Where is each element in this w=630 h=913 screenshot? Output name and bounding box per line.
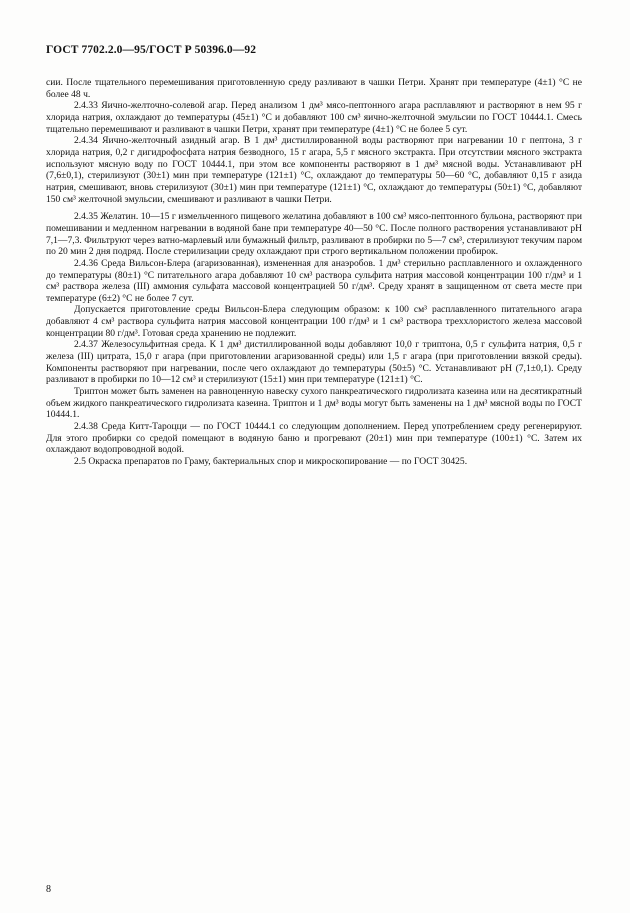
paragraph-2-4-36: 2.4.36 Среда Вильсон-Блера (агаризованная), измененная для анаэробов. 1 дм³ стерильно расплавленного и охлажденного до температуры (80±1) °С питательного агара добавляют 10 см³ раствора сульфита натрия массовой концентрации 100 г/дм³ и 1 см³ раствора железа (III) аммония сульфата массовой концентрацией 50 г/дм³. Среду хранят в защищенном от света месте при температуре (6±2) °С не более 7 сут.	[46, 257, 582, 304]
paragraph-tryptone-note: Триптон может быть заменен на равноценную навеску сухого панкреатического гидролизата казеина или на десятикратный объем жидкого панкреатического гидролизата казеина. Триптон и 1 дм³ воды могут быть заменены на 1 дм³ мясной воды по ГОСТ 10444.1.	[46, 386, 582, 421]
paragraph-2-4-33: 2.4.33 Яично-желточно-солевой агар. Перед анализом 1 дм³ мясо-пептонного агара расплавляют и растворяют в нем 95 г хлорида натрия, охлаждают до температуры (45±1) °С и добавляют 100 см³ яично-желточной эмульсии по ГОСТ 10444.1. Смесь тщательно перемешивают и разливают в чашки Петри, хранят при температуре (4±1) °С не более 5 сут.	[46, 100, 582, 135]
document-body	[46, 77, 582, 468]
paragraph-2-4-34: 2.4.34 Яично-желточный азидный агар. В 1 дм³ дистиллированной воды растворяют при нагревании 10 г пептона, 3 г хлорида натрия, 0,2 г дигидрофосфата натрия безводного, 15 г агара, 5,5 г мясного экстракта. При отсутствии мясного экстракта используют мясную воду по ГОСТ 10444.1, при этом все компоненты растворяют в 1 дм³ мясной воды. Устанавливают рН (7,6±0,1), стерилизуют (30±1) мин при температуре (121±1) °С, охлаждают до температуры 50—60 °С, добавляют 0,15 г азида натрия, смешивают, вновь стерилизуют (30±1) мин при температуре (121±1) °С, охлаждают до температуры (50±1) °С, добавляют 150 см³ желточной эмульсии, смешивают и разливают в чашки Петри.	[46, 135, 582, 205]
page-number: 8	[46, 884, 51, 895]
paragraph-2-4-37: 2.4.37 Железосульфитная среда. К 1 дм³ дистиллированной воды добавляют 10,0 г триптона, 0,5 г сульфита натрия, 0,5 г железа (III) цитрата, 15,0 г агара (при приготовлении агаризованной среды) или 1,5 г агара (при приготовлении вязкой среды). Компоненты растворяют при нагревании, после чего охлаждают до температуры (50±5) °С. Устанавливают рН (7,1±0,1). Среду разливают в пробирки по 10—12 см³ и стерилизуют (15±1) мин при температуре (121±1) °С.	[46, 339, 582, 386]
paragraph-continuation: сии. После тщательного перемешивания приготовленную среду разливают в чашки Петри. Хранят при температуре (4±1) °С не более 48 ч.	[46, 77, 582, 100]
paragraph-wilson-blair-alt: Допускается приготовление среды Вильсон-Блера следующим образом: к 100 см³ расплавленного питательного агара добавляют 4 см³ раствора сульфита натрия массовой концентрации 100 г/дм³ и 1 см³ раствора треххлористого железа массовой концентрации 80 г/дм³. Готовая среда хранению не подлежит.	[46, 304, 582, 339]
paragraph-2-4-35: 2.4.35 Желатин. 10—15 г измельченного пищевого желатина добавляют в 100 см³ мясо-пептонного бульона, растворяют при помешивании и медленном нагревании в водяной бане при температуре 40—50 °С. После полного растворения устанавливают рН 7,1—7,3. Фильтруют через ватно-марлевый или бумажный фильтр, разливают в пробирки по 5—7 см³, стерилизуют текучим паром по 20 мин 2 дня подряд. После стерилизации среду охлаждают при строго вертикальном положении пробирок.	[46, 211, 582, 258]
paragraph-2-4-38: 2.4.38 Среда Китт-Тароцци — по ГОСТ 10444.1 со следующим дополнением. Перед употреблением среду регенерируют. Для этого пробирки со средой помещают в водяную баню и прогревают (20±1) мин при температуре (100±1) °С. Затем их охлаждают водопроводной водой.	[46, 421, 582, 456]
paragraph-2-5: 2.5 Окраска препаратов по Граму, бактериальных спор и микроскопирование — по ГОСТ 30425.	[74, 456, 468, 467]
page-header: ГОСТ 7702.2.0—95/ГОСТ Р 50396.0—92	[46, 44, 257, 56]
